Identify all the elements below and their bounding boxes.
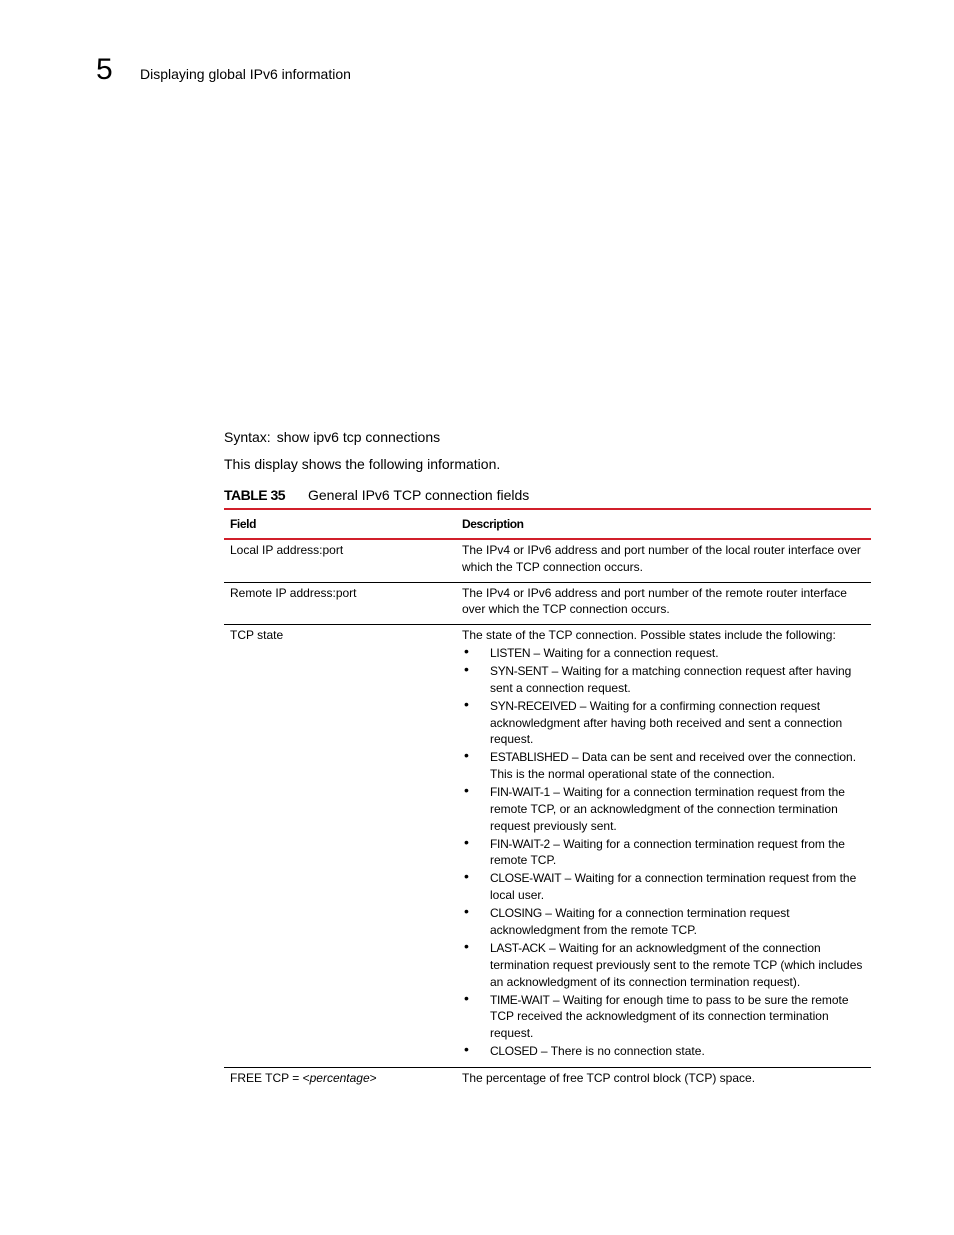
state-name: SYN-SENT <box>490 663 549 678</box>
field-cell: TCP state <box>230 628 284 643</box>
field-cell: Remote IP address:port <box>230 585 357 600</box>
intro-text: This display shows the following information. <box>224 456 501 472</box>
bullet-icon: • <box>464 903 469 920</box>
state-text: – There is no connection state. <box>537 1044 705 1059</box>
bullet-icon: • <box>464 782 469 799</box>
state-name: LAST-ACK <box>490 941 546 956</box>
state-name: CLOSING <box>490 906 542 921</box>
column-header-description: Description <box>462 516 524 531</box>
list-item <box>462 833 863 870</box>
bullet-icon: • <box>464 747 469 764</box>
field-suffix: > <box>369 1071 377 1086</box>
tcp-fields-table <box>224 508 871 1093</box>
field-cell: Local IP address:port <box>230 543 344 557</box>
bullet-icon: • <box>464 938 469 955</box>
state-name: CLOSE-WAIT <box>490 871 562 886</box>
state-name: CLOSED <box>490 1044 538 1059</box>
description-cell: The IPv4 or IPv6 address and port number of the local router interface over which the TCP connection occurs. <box>462 543 861 574</box>
list-item <box>462 642 863 662</box>
state-text: – Waiting for enough time to pass to be sure the remote TCP received the acknowledgment of its connection termination request. <box>490 992 849 1041</box>
bullet-icon: • <box>464 833 469 850</box>
running-title: Displaying global IPv6 information <box>140 66 351 82</box>
chapter-number: 5 <box>96 53 113 86</box>
state-text: – Waiting for a connection termination request acknowledgment from the remote TCP. <box>490 906 790 938</box>
list-item <box>462 660 863 697</box>
syntax-line <box>224 428 440 446</box>
field-cell <box>224 1068 456 1093</box>
state-text: – Waiting for a matching connection request after having sent a connection request. <box>490 663 852 695</box>
state-name: ESTABLISHED <box>490 750 569 765</box>
list-item <box>462 1043 863 1060</box>
state-text: – Waiting for a connection termination request from the local user. <box>490 871 857 903</box>
bullet-icon: • <box>464 660 469 677</box>
column-header-field: Field <box>230 516 257 531</box>
list-item <box>462 695 863 748</box>
table-label: TABLE 35 <box>224 487 286 503</box>
description-cell: The percentage of free TCP control block (TCP) space. <box>462 1071 756 1086</box>
list-item <box>462 784 863 834</box>
bullet-icon: • <box>464 989 469 1006</box>
state-text: – Data can be sent and received over the connection. This is the normal operational state of the connection. <box>490 750 857 782</box>
table-row <box>224 540 871 583</box>
list-item <box>462 940 863 990</box>
syntax-label: Syntax: <box>224 429 271 445</box>
state-text: – Waiting for a connection termination request from the remote TCP, or an acknowledgment of the connection termination request previously sent. <box>490 785 845 833</box>
state-name: FIN-WAIT-2 <box>490 836 550 851</box>
bullet-icon: • <box>464 1041 469 1058</box>
table-header-row <box>224 510 871 540</box>
tcp-state-intro: The state of the TCP connection. Possible states include the following: <box>462 628 836 643</box>
table-title: General IPv6 TCP connection fields <box>308 487 530 503</box>
bullet-icon: • <box>464 868 469 885</box>
bullet-icon: • <box>464 642 469 659</box>
bullet-icon: • <box>464 695 469 712</box>
state-name: LISTEN <box>490 645 531 660</box>
list-item <box>462 989 863 1042</box>
list-item <box>462 749 863 783</box>
state-name: SYN-RECEIVED <box>490 698 577 713</box>
description-cell: The IPv4 or IPv6 address and port number of the remote router interface over which the TCP connection occurs. <box>462 585 847 617</box>
state-text: – Waiting for a connection termination request from the remote TCP. <box>490 836 845 868</box>
table-row <box>224 583 871 626</box>
table-row <box>224 1068 871 1093</box>
syntax-command: show ipv6 tcp connections <box>276 429 441 445</box>
state-name: TIME-WAIT <box>490 992 550 1007</box>
description-cell <box>456 625 871 1067</box>
field-prefix: FREE TCP = < <box>230 1071 310 1086</box>
field-italic: percentage <box>309 1071 370 1086</box>
list-item <box>462 905 863 939</box>
state-name: FIN-WAIT-1 <box>490 785 550 800</box>
state-text: – Waiting for a connection request. <box>530 645 719 660</box>
table-row <box>224 625 871 1068</box>
tcp-state-list <box>462 642 863 1060</box>
state-text: – Waiting for an acknowledgment of the connection termination request previously sent to the remote TCP (which includes an acknowledgment of its connection termination request). <box>490 941 863 989</box>
state-text: – Waiting for a confirming connection request acknowledgment after having both received and sent a connection request. <box>490 698 843 747</box>
list-item <box>462 870 863 904</box>
table-caption <box>224 486 529 504</box>
